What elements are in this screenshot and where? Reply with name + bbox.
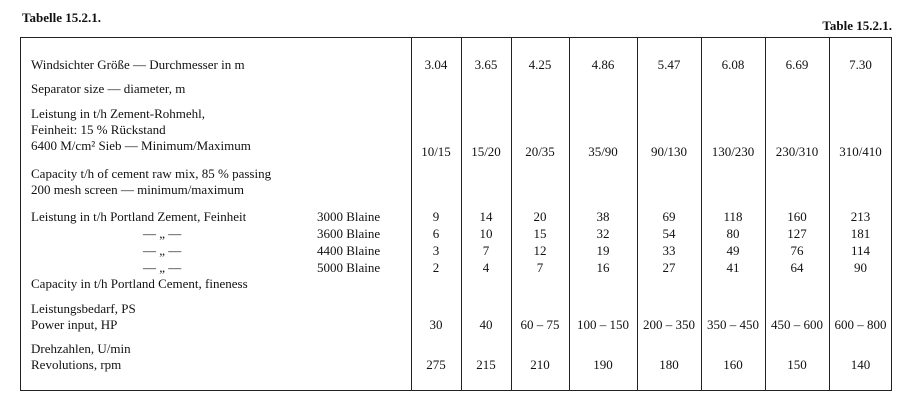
cell-b3000-col8: 213 (850, 209, 871, 224)
separator-table (20, 37, 892, 391)
cell-raw-col6: 130/230 (711, 144, 755, 159)
cell-raw-col8: 310/410 (839, 144, 882, 159)
cell-size-col6: 6.08 (721, 57, 745, 72)
cell-b4400-col8: 114 (850, 243, 871, 258)
cell-size-col4: 4.86 (591, 57, 615, 72)
cell-raw-col7: 230/310 (775, 144, 819, 159)
label-portland-de: Leistung in t/h Portland Zement, Feinheit (31, 209, 247, 224)
cell-size-col3: 4.25 (528, 57, 552, 72)
label-size-en: Separator size — diameter, m (31, 81, 186, 96)
cell-b5000-col3: 7 (536, 260, 544, 275)
cell-power-col3: 60 – 75 (520, 317, 560, 332)
cell-b4400-col1: 3 (432, 243, 440, 258)
ditto-mark: — „ — (143, 260, 182, 275)
cell-rpm-col1: 275 (426, 357, 446, 372)
cell-rpm-col7: 150 (787, 357, 807, 372)
label-raw-de-1: Leistung in t/h Zement-Rohmehl, (31, 106, 206, 121)
cell-b3000-col7: 160 (787, 209, 807, 224)
cell-b4400-col3: 12 (533, 243, 547, 258)
cell-b5000-col7: 64 (790, 260, 804, 275)
cell-power-col7: 450 – 600 (771, 317, 823, 332)
cell-b3600-col7: 127 (787, 226, 807, 241)
cell-b3600-col8: 181 (850, 226, 871, 241)
cell-b3600-col3: 15 (533, 226, 547, 241)
cell-b3600-col1: 6 (432, 226, 440, 241)
cell-power-col4: 100 – 150 (577, 317, 629, 332)
cell-b3000-col5: 69 (662, 209, 676, 224)
cell-b5000-col4: 16 (596, 260, 610, 275)
cell-power-col2: 40 (479, 317, 493, 332)
cell-size-col1: 3.04 (424, 57, 448, 72)
cell-raw-col1: 10/15 (421, 144, 451, 159)
label-raw-en-2: 200 mesh screen — minimum/maximum (31, 182, 245, 197)
cell-b4400-col2: 7 (482, 243, 490, 258)
caption-english: Table 15.2.1. (822, 18, 892, 33)
cell-rpm-col5: 180 (659, 357, 679, 372)
cell-b5000-col5: 27 (662, 260, 676, 275)
ditto-mark: — „ — (143, 243, 182, 258)
cell-power-col5: 200 – 350 (643, 317, 695, 332)
cell-size-col8: 7.30 (849, 57, 872, 72)
cell-b5000-col2: 4 (482, 260, 490, 275)
cell-b4400-col6: 49 (726, 243, 740, 258)
cell-b5000-col1: 2 (432, 260, 440, 275)
label-rev-en: Revolutions, rpm (31, 357, 122, 372)
cell-power-col1: 30 (429, 317, 443, 332)
label-raw-de-2: Feinheit: 15 % Rückstand (31, 122, 166, 137)
cell-b5000-col8: 90 (854, 260, 867, 275)
cell-b4400-col4: 19 (596, 243, 610, 258)
cell-raw-col5: 90/130 (650, 144, 688, 159)
cell-rpm-col8: 140 (850, 357, 871, 372)
cell-b3000-col4: 38 (596, 209, 610, 224)
cell-b3600-col5: 54 (662, 226, 676, 241)
label-raw-de-3: 6400 M/cm² Sieb — Minimum/Maximum (31, 138, 251, 153)
label-portland-en: Capacity in t/h Portland Cement, fineness (31, 276, 248, 291)
cell-b4400-col7: 76 (790, 243, 804, 258)
cell-b3600-col2: 10 (479, 226, 493, 241)
cell-raw-col4: 35/90 (588, 144, 618, 159)
cell-b4400-col5: 33 (662, 243, 676, 258)
cell-b3000-col1: 9 (432, 209, 440, 224)
cell-size-col2: 3.65 (474, 57, 498, 72)
cell-b3000-col6: 118 (723, 209, 743, 224)
label-blaine-3600: 3600 Blaine (317, 226, 381, 241)
cell-raw-col2: 15/20 (471, 144, 501, 159)
label-blaine-3000: 3000 Blaine (317, 209, 381, 224)
ditto-mark: — „ — (143, 226, 182, 241)
cell-size-col7: 6.69 (785, 57, 809, 72)
cell-b3600-col6: 80 (726, 226, 740, 241)
cell-b5000-col6: 41 (726, 260, 740, 275)
cell-rpm-col3: 210 (530, 357, 550, 372)
cell-b3000-col3: 20 (533, 209, 547, 224)
label-raw-en-1: Capacity t/h of cement raw mix, 85 % passing (31, 166, 272, 181)
cell-raw-col3: 20/35 (525, 144, 555, 159)
cell-b3600-col4: 32 (596, 226, 610, 241)
cell-rpm-col6: 160 (723, 357, 743, 372)
cell-size-col5: 5.47 (657, 57, 681, 72)
cell-power-col8: 600 – 800 (834, 317, 887, 332)
label-power-en: Power input, HP (31, 317, 118, 332)
cell-power-col6: 350 – 450 (707, 317, 759, 332)
cell-rpm-col2: 215 (476, 357, 496, 372)
label-size-de: Windsichter Größe — Durchmesser in m (31, 57, 245, 72)
label-blaine-5000: 5000 Blaine (317, 260, 381, 275)
cell-rpm-col4: 190 (593, 357, 613, 372)
cell-b3000-col2: 14 (479, 209, 493, 224)
label-blaine-4400: 4400 Blaine (317, 243, 381, 258)
label-rev-de: Drehzahlen, U/min (31, 341, 131, 356)
label-power-de: Leistungsbedarf, PS (31, 301, 136, 316)
caption-german: Tabelle 15.2.1. (22, 10, 101, 25)
